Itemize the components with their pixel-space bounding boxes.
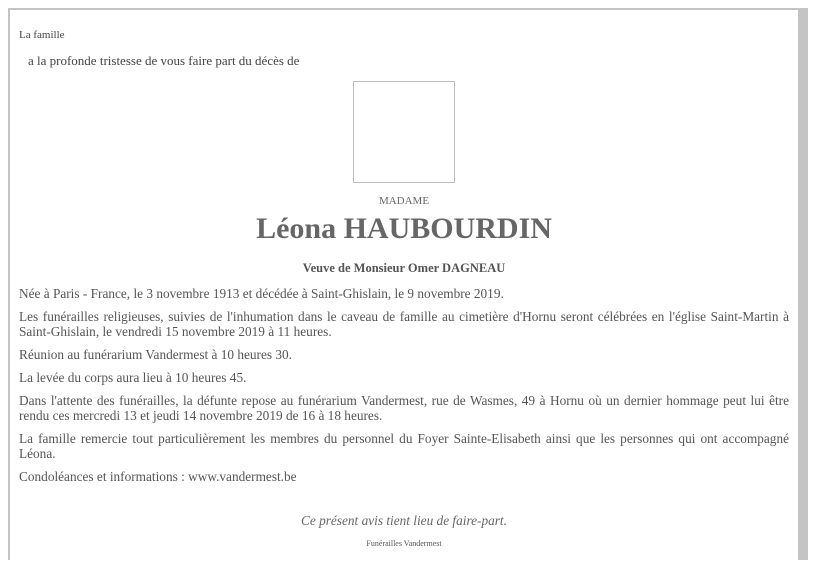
obituary-body <box>19 286 789 492</box>
notice-text: Ce présent avis tient lieu de faire-part. <box>301 513 507 528</box>
birth-paragraph: Née à Paris - France, le 3 novembre 1913 et décédée à Saint-Ghislain, le 9 novembre 2019. <box>19 286 504 301</box>
portrait-photo-placeholder <box>353 81 455 183</box>
civility-label: MADAME <box>378 195 430 207</box>
obituary-card <box>10 10 798 560</box>
meeting-paragraph: Réunion au funérarium Vandermest à 10 heures 30. <box>19 347 293 362</box>
levee-paragraph: La levée du corps aura lieu à 10 heures 45. <box>19 370 247 385</box>
deceased-name: Léona HAUBOURDIN <box>256 212 552 245</box>
intro-text: a la profonde tristesse de vous faire part du décès de <box>28 53 300 68</box>
footer-text: Funérailles Vandermest <box>366 539 442 548</box>
rest-paragraph: Dans l'attente des funérailles, la défunte repose au funérarium Vandermest, rue de Wasmes, 49 à Hornu où un dernier hommage peut lui être rendu ces mercredi 13 et jeudi 14 novembre 2019 de 16 à 18 heures. <box>19 393 789 423</box>
thanks-paragraph: La famille remercie tout particulièrement les membres du personnel du Foyer Sainte-Elisabeth ainsi que les personnes qui ont accompagné Léona. <box>19 431 789 461</box>
funeral-paragraph: Les funérailles religieuses, suivies de l'inhumation dans le caveau de famille au cimetière d'Hornu seront célébrées en l'église Saint-Martin à Saint-Ghislain, le vendredi 15 novembre 2019 à 11 heures. <box>19 309 789 339</box>
spouse-line: Veuve de Monsieur Omer DAGNEAU <box>302 261 506 275</box>
family-label: La famille <box>19 29 65 41</box>
condolences-paragraph: Condoléances et informations : www.vandermest.be <box>19 469 297 484</box>
